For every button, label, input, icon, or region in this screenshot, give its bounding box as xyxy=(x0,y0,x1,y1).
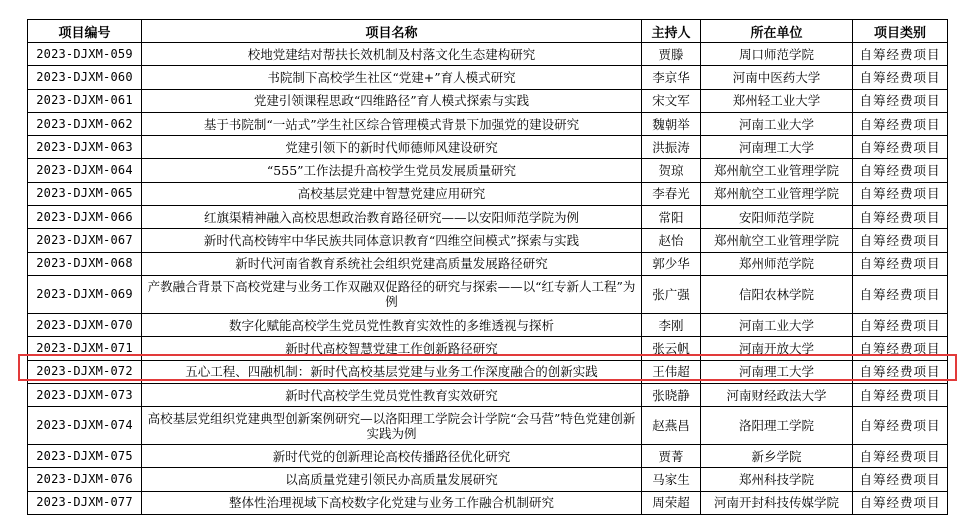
cell-project-name: 高校基层党建中智慧党建应用研究 xyxy=(142,182,642,205)
cell-project-code: 2023-DJXM-071 xyxy=(28,337,142,360)
cell-host: 赵怡 xyxy=(642,229,701,252)
cell-project-name: 新时代高校铸牢中华民族共同体意识教育“四维空间模式”探索与实践 xyxy=(142,229,642,252)
table-row xyxy=(28,468,948,491)
cell-type: 自筹经费项目 xyxy=(853,337,948,360)
table-row xyxy=(28,43,948,66)
header-unit: 所在单位 xyxy=(701,20,853,43)
table-row xyxy=(28,112,948,135)
cell-unit: 河南财经政法大学 xyxy=(701,383,853,406)
cell-project-code: 2023-DJXM-068 xyxy=(28,252,142,275)
cell-project-name: 新时代党的创新理论高校传播路径优化研究 xyxy=(142,445,642,468)
cell-unit: 河南开封科技传媒学院 xyxy=(701,491,853,514)
cell-type: 自筹经费项目 xyxy=(853,275,948,313)
table-row xyxy=(28,337,948,360)
table-row xyxy=(28,182,948,205)
cell-type: 自筹经费项目 xyxy=(853,313,948,336)
cell-type: 自筹经费项目 xyxy=(853,360,948,383)
cell-type: 自筹经费项目 xyxy=(853,136,948,159)
cell-project-name: 党建引领课程思政“四维路径”育人模式探索与实践 xyxy=(142,89,642,112)
header-host: 主持人 xyxy=(642,20,701,43)
cell-host: 常阳 xyxy=(642,206,701,229)
cell-project-code: 2023-DJXM-059 xyxy=(28,43,142,66)
cell-unit: 郑州科技学院 xyxy=(701,468,853,491)
cell-project-name: 新时代高校智慧党建工作创新路径研究 xyxy=(142,337,642,360)
cell-project-code: 2023-DJXM-072 xyxy=(28,360,142,383)
cell-unit: 郑州航空工业管理学院 xyxy=(701,182,853,205)
table-row xyxy=(28,383,948,406)
cell-unit: 周口师范学院 xyxy=(701,43,853,66)
cell-type: 自筹经费项目 xyxy=(853,491,948,514)
table-row xyxy=(28,89,948,112)
table-row xyxy=(28,229,948,252)
cell-project-code: 2023-DJXM-066 xyxy=(28,206,142,229)
cell-host: 魏朝举 xyxy=(642,112,701,135)
cell-project-name: 数字化赋能高校学生党员党性教育实效性的多维透视与探析 xyxy=(142,313,642,336)
table-row xyxy=(28,136,948,159)
cell-project-code: 2023-DJXM-074 xyxy=(28,407,142,445)
cell-host: 贾滕 xyxy=(642,43,701,66)
cell-type: 自筹经费项目 xyxy=(853,468,948,491)
cell-type: 自筹经费项目 xyxy=(853,383,948,406)
table-row xyxy=(28,275,948,313)
cell-unit: 郑州航空工业管理学院 xyxy=(701,229,853,252)
cell-type: 自筹经费项目 xyxy=(853,159,948,182)
cell-unit: 新乡学院 xyxy=(701,445,853,468)
table-row xyxy=(28,313,948,336)
cell-project-code: 2023-DJXM-070 xyxy=(28,313,142,336)
cell-project-code: 2023-DJXM-060 xyxy=(28,66,142,89)
cell-host: 马家生 xyxy=(642,468,701,491)
cell-host: 洪振涛 xyxy=(642,136,701,159)
cell-project-code: 2023-DJXM-075 xyxy=(28,445,142,468)
cell-unit: 河南理工大学 xyxy=(701,360,853,383)
cell-host: 张云帆 xyxy=(642,337,701,360)
cell-project-name: 整体性治理视域下高校数字化党建与业务工作融合机制研究 xyxy=(142,491,642,514)
cell-unit: 信阳农林学院 xyxy=(701,275,853,313)
cell-host: 张晓静 xyxy=(642,383,701,406)
cell-project-code: 2023-DJXM-073 xyxy=(28,383,142,406)
cell-host: 赵燕昌 xyxy=(642,407,701,445)
cell-project-name: 党建引领下的新时代师德师风建设研究 xyxy=(142,136,642,159)
projects-table xyxy=(27,19,948,515)
cell-host: 李刚 xyxy=(642,313,701,336)
cell-project-name: 基于书院制“一站式”学生社区综合管理模式背景下加强党的建设研究 xyxy=(142,112,642,135)
cell-project-name: 以高质量党建引领民办高质量发展研究 xyxy=(142,468,642,491)
table-row-highlighted xyxy=(28,360,948,383)
cell-host: 李春光 xyxy=(642,182,701,205)
cell-type: 自筹经费项目 xyxy=(853,229,948,252)
cell-project-name: 新时代高校学生党员党性教育实效研究 xyxy=(142,383,642,406)
table-row xyxy=(28,252,948,275)
cell-type: 自筹经费项目 xyxy=(853,445,948,468)
cell-host: 宋文军 xyxy=(642,89,701,112)
header-type: 项目类别 xyxy=(853,20,948,43)
cell-unit: 河南开放大学 xyxy=(701,337,853,360)
cell-unit: 郑州航空工业管理学院 xyxy=(701,159,853,182)
table-header-row xyxy=(28,20,948,43)
cell-unit: 安阳师范学院 xyxy=(701,206,853,229)
cell-host: 张广强 xyxy=(642,275,701,313)
cell-project-name: 高校基层党组织党建典型创新案例研究—以洛阳理工学院会计学院“会马营”特色党建创新实践为例 xyxy=(142,407,642,445)
cell-host: 李京华 xyxy=(642,66,701,89)
cell-type: 自筹经费项目 xyxy=(853,89,948,112)
cell-project-code: 2023-DJXM-076 xyxy=(28,468,142,491)
cell-type: 自筹经费项目 xyxy=(853,66,948,89)
table-row xyxy=(28,206,948,229)
cell-type: 自筹经费项目 xyxy=(853,43,948,66)
table-row xyxy=(28,66,948,89)
table-row xyxy=(28,491,948,514)
cell-project-code: 2023-DJXM-077 xyxy=(28,491,142,514)
cell-project-code: 2023-DJXM-065 xyxy=(28,182,142,205)
cell-project-name: 校地党建结对帮扶长效机制及村落文化生态建构研究 xyxy=(142,43,642,66)
cell-project-code: 2023-DJXM-064 xyxy=(28,159,142,182)
cell-project-code: 2023-DJXM-067 xyxy=(28,229,142,252)
cell-unit: 河南理工大学 xyxy=(701,136,853,159)
cell-project-name: “555”工作法提升高校学生党员发展质量研究 xyxy=(142,159,642,182)
cell-project-name: 新时代河南省教育系统社会组织党建高质量发展路径研究 xyxy=(142,252,642,275)
cell-unit: 郑州师范学院 xyxy=(701,252,853,275)
header-name: 项目名称 xyxy=(142,20,642,43)
cell-project-code: 2023-DJXM-062 xyxy=(28,112,142,135)
cell-host: 周荣超 xyxy=(642,491,701,514)
cell-project-name: 书院制下高校学生社区“党建+”育人模式研究 xyxy=(142,66,642,89)
cell-host: 贺琼 xyxy=(642,159,701,182)
cell-project-code: 2023-DJXM-061 xyxy=(28,89,142,112)
cell-type: 自筹经费项目 xyxy=(853,182,948,205)
cell-project-name: 产教融合背景下高校党建与业务工作双融双促路径的研究与探索——以“红专新人工程”为例 xyxy=(142,275,642,313)
cell-type: 自筹经费项目 xyxy=(853,407,948,445)
table-row xyxy=(28,407,948,445)
cell-type: 自筹经费项目 xyxy=(853,112,948,135)
cell-unit: 洛阳理工学院 xyxy=(701,407,853,445)
cell-type: 自筹经费项目 xyxy=(853,206,948,229)
cell-host: 王伟超 xyxy=(642,360,701,383)
cell-unit: 河南工业大学 xyxy=(701,313,853,336)
cell-project-code: 2023-DJXM-063 xyxy=(28,136,142,159)
cell-project-name: 红旗渠精神融入高校思想政治教育路径研究——以安阳师范学院为例 xyxy=(142,206,642,229)
cell-unit: 郑州轻工业大学 xyxy=(701,89,853,112)
table-row xyxy=(28,445,948,468)
cell-unit: 河南中医药大学 xyxy=(701,66,853,89)
cell-type: 自筹经费项目 xyxy=(853,252,948,275)
cell-host: 郭少华 xyxy=(642,252,701,275)
header-code: 项目编号 xyxy=(28,20,142,43)
cell-project-code: 2023-DJXM-069 xyxy=(28,275,142,313)
table-row xyxy=(28,159,948,182)
cell-host: 贾菁 xyxy=(642,445,701,468)
cell-unit: 河南工业大学 xyxy=(701,112,853,135)
cell-project-name: 五心工程、四融机制：新时代高校基层党建与业务工作深度融合的创新实践 xyxy=(142,360,642,383)
